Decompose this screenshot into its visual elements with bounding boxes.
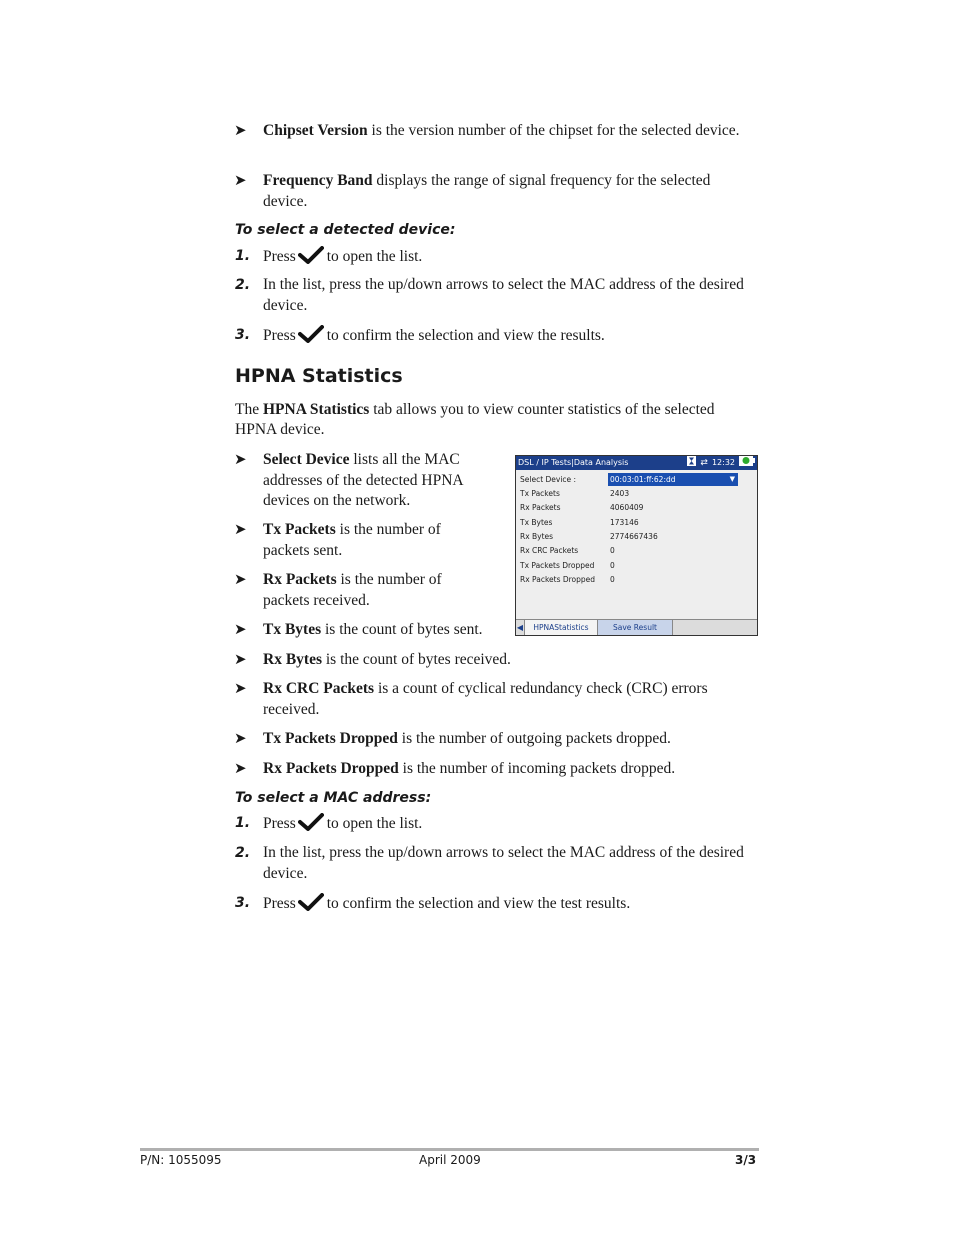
part-number: P/N: 1055095 bbox=[140, 1153, 222, 1167]
bullet-arrow-icon: ➤ bbox=[234, 572, 247, 588]
bullet-arrow-icon: ➤ bbox=[234, 173, 247, 189]
stat-value: 2403 bbox=[610, 489, 630, 498]
bullet-tx-packets: Tx Packets is the number of packets sent. bbox=[263, 521, 441, 559]
stat-label: Rx CRC Packets bbox=[520, 546, 579, 555]
tab-hpna-statistics[interactable]: HPNAStatistics bbox=[525, 620, 598, 635]
bullet-chipset-version: Chipset Version is the version number of the chipset for the selected device. bbox=[263, 122, 740, 139]
procedure-title: To select a detected device: bbox=[235, 222, 456, 238]
bullet-arrow-icon: ➤ bbox=[234, 652, 247, 668]
stat-label: Tx Packets bbox=[520, 489, 560, 498]
stat-label: Rx Bytes bbox=[520, 532, 554, 541]
battery-icon bbox=[739, 455, 755, 471]
stat-value: 173146 bbox=[610, 518, 639, 527]
checkmark-icon bbox=[298, 246, 324, 271]
bullet-tx-bytes: Tx Bytes is the count of bytes sent. bbox=[263, 621, 483, 638]
step-3: Press to confirm the selection and view the results. bbox=[263, 325, 605, 350]
stat-label: Tx Bytes bbox=[520, 518, 553, 527]
step-number: 2. bbox=[235, 845, 251, 861]
checkmark-icon bbox=[298, 325, 324, 350]
stat-value: 0 bbox=[610, 546, 615, 555]
stat-label: Rx Packets bbox=[520, 503, 561, 512]
bullet-frequency-band: Frequency Band displays the range of signal frequency for the selected device. bbox=[263, 172, 711, 210]
stat-value: 0 bbox=[610, 561, 615, 570]
bullet-arrow-icon: ➤ bbox=[234, 731, 247, 747]
step-number: 2. bbox=[235, 277, 251, 293]
bullet-arrow-icon: ➤ bbox=[234, 123, 247, 139]
status-area bbox=[687, 456, 755, 470]
step-2: In the list, press the up/down arrows to select the MAC address of the desired device. bbox=[263, 844, 744, 882]
step-number: 3. bbox=[235, 327, 251, 343]
save-result-button[interactable]: Save Result bbox=[598, 620, 673, 635]
bullet-arrow-icon: ➤ bbox=[234, 622, 247, 638]
procedure-title: To select a MAC address: bbox=[235, 790, 432, 806]
section-heading: HPNA Statistics bbox=[235, 365, 403, 387]
select-device-value: 00:03:01:ff:62:dd bbox=[610, 475, 676, 484]
step-number: 1. bbox=[235, 248, 251, 264]
stat-label: Tx Packets Dropped bbox=[520, 561, 595, 570]
step-1: Press to open the list. bbox=[263, 246, 422, 271]
device-tab-bar bbox=[516, 619, 757, 636]
bullet-select-device: Select Device lists all the MAC addresses of the detected HPNA devices on the network. bbox=[263, 451, 463, 509]
hourglass-icon bbox=[687, 456, 696, 471]
bullet-arrow-icon: ➤ bbox=[234, 452, 247, 468]
step-3: Press to confirm the selection and view the test results. bbox=[263, 893, 630, 918]
bullet-arrow-icon: ➤ bbox=[234, 761, 247, 777]
step-number: 1. bbox=[235, 815, 251, 831]
bullet-arrow-icon: ➤ bbox=[234, 522, 247, 538]
dropdown-arrow-icon: ▼ bbox=[729, 475, 735, 483]
stat-value: 0 bbox=[610, 575, 615, 584]
scroll-left-icon[interactable]: ◀ bbox=[516, 620, 525, 635]
device-title: DSL / IP Tests|Data Analysis bbox=[518, 458, 629, 467]
select-device-dropdown[interactable] bbox=[608, 473, 738, 486]
checkmark-icon bbox=[298, 893, 324, 918]
clock: 12:32 bbox=[711, 458, 735, 467]
step-1: Press to open the list. bbox=[263, 813, 422, 838]
bullet-rx-packets-dropped: Rx Packets Dropped is the number of incoming packets dropped. bbox=[263, 760, 676, 777]
section-intro: The HPNA Statistics tab allows you to view counter statistics of the selected HPNA device. bbox=[235, 401, 715, 438]
select-device-label: Select Device : bbox=[520, 475, 577, 484]
footer-date: April 2009 bbox=[419, 1153, 481, 1167]
bullet-tx-packets-dropped: Tx Packets Dropped is the number of outgoing packets dropped. bbox=[263, 730, 671, 747]
footer-divider bbox=[140, 1148, 759, 1151]
bullet-rx-packets: Rx Packets is the number of packets received. bbox=[263, 571, 442, 609]
step-number: 3. bbox=[235, 895, 251, 911]
stat-label: Rx Packets Dropped bbox=[520, 575, 596, 584]
device-title-bar bbox=[516, 456, 757, 470]
page-number: 3/3 bbox=[735, 1153, 757, 1167]
bullet-arrow-icon: ➤ bbox=[234, 681, 247, 697]
step-2: In the list, press the up/down arrows to select the MAC address of the desired device. bbox=[263, 276, 744, 314]
stat-value: 2774667436 bbox=[610, 532, 658, 541]
device-screenshot bbox=[515, 455, 758, 636]
checkmark-icon bbox=[298, 813, 324, 838]
bullet-rx-bytes: Rx Bytes is the count of bytes received. bbox=[263, 651, 511, 668]
stat-value: 4060409 bbox=[610, 503, 644, 512]
bullet-rx-crc-packets: Rx CRC Packets is a count of cyclical redundancy check (CRC) errors received. bbox=[263, 680, 708, 718]
transfer-icon: ⇄ bbox=[700, 458, 708, 468]
